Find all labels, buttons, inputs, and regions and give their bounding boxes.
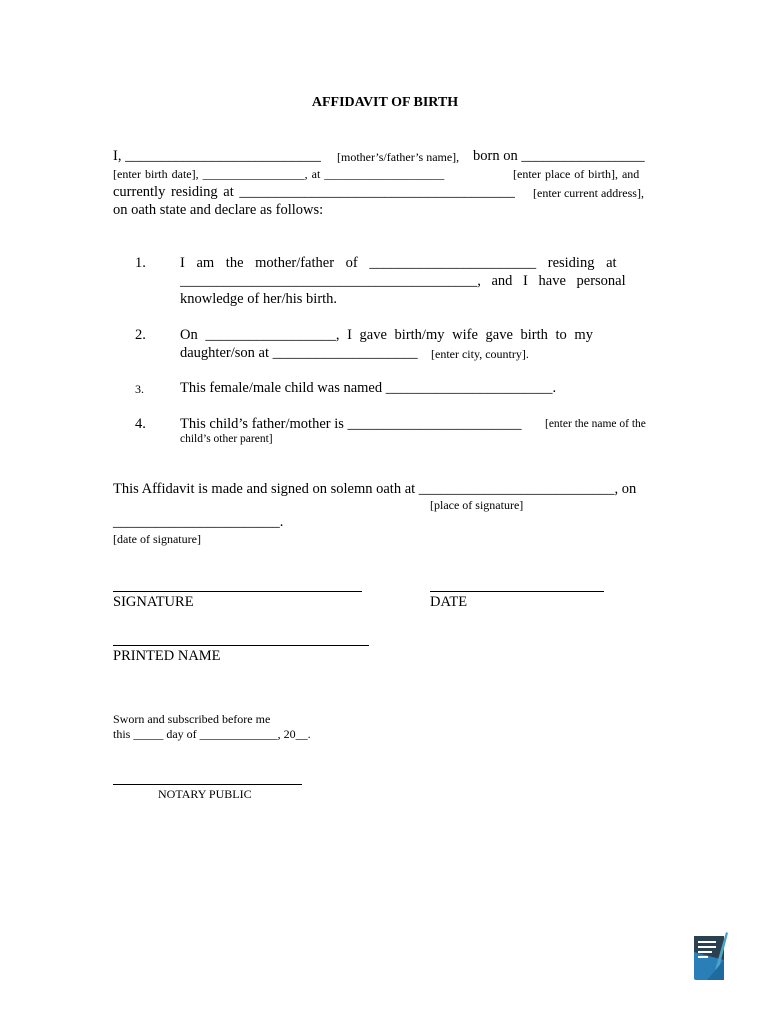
item-note: child’s other parent] bbox=[180, 433, 273, 445]
signature-label: SIGNATURE bbox=[113, 594, 194, 610]
date-line bbox=[430, 591, 604, 592]
item-line: This female/male child was named _______________________. bbox=[180, 380, 557, 396]
item-number: 4. bbox=[135, 416, 146, 432]
notary-public-label: NOTARY PUBLIC bbox=[158, 787, 252, 801]
printed-name-line bbox=[113, 645, 369, 646]
sworn-line2: this _____ day of _____________, 20__. bbox=[113, 727, 311, 741]
place-of-signature-note: [place of signature] bbox=[430, 498, 524, 512]
item-line: daughter/son at ____________________ bbox=[180, 345, 418, 361]
item-line: _________________________________________, and I have personal bbox=[180, 273, 626, 289]
printed-name-label: PRINTED NAME bbox=[113, 648, 221, 664]
item-line: This child’s father/mother is ________________________ bbox=[180, 416, 522, 432]
intro-line3-a: currently residing at ______________________________________ bbox=[113, 184, 515, 200]
item-note: [enter city, country]. bbox=[431, 347, 529, 361]
intro-line1-b: [mother’s/father’s name], bbox=[337, 150, 460, 164]
intro-line1-c: born on _________________ bbox=[473, 148, 645, 164]
item-number: 1. bbox=[135, 255, 146, 271]
intro-line3-b: [enter current address], bbox=[533, 186, 644, 200]
intro-line2-a: [enter birth date], _________________, at ____________________ bbox=[113, 167, 445, 181]
document-title: AFFIDAVIT OF BIRTH bbox=[311, 95, 459, 110]
intro-line2-b: [enter place of birth], and bbox=[513, 167, 640, 181]
item-line: On __________________, I gave birth/my wife gave birth to my bbox=[180, 327, 593, 343]
item-number: 2. bbox=[135, 327, 146, 343]
signature-line bbox=[113, 591, 362, 592]
oath-line2: _______________________. bbox=[113, 514, 284, 530]
item-note: [enter the name of the bbox=[545, 418, 646, 430]
date-of-signature-note: [date of signature] bbox=[113, 532, 201, 546]
sworn-line1: Sworn and subscribed before me bbox=[113, 712, 271, 726]
item-number: 3. bbox=[135, 382, 144, 396]
notary-line bbox=[113, 784, 302, 785]
date-label: DATE bbox=[430, 594, 468, 610]
intro-line1-a: I, ___________________________ bbox=[113, 148, 321, 164]
oath-line1: This Affidavit is made and signed on solemn oath at ___________________________, on bbox=[113, 481, 637, 497]
intro-line4: on oath state and declare as follows: bbox=[113, 202, 324, 218]
document-pen-icon bbox=[693, 930, 729, 982]
item-line: I am the mother/father of _______________________ residing at bbox=[180, 255, 617, 271]
item-line: knowledge of her/his birth. bbox=[180, 291, 338, 307]
